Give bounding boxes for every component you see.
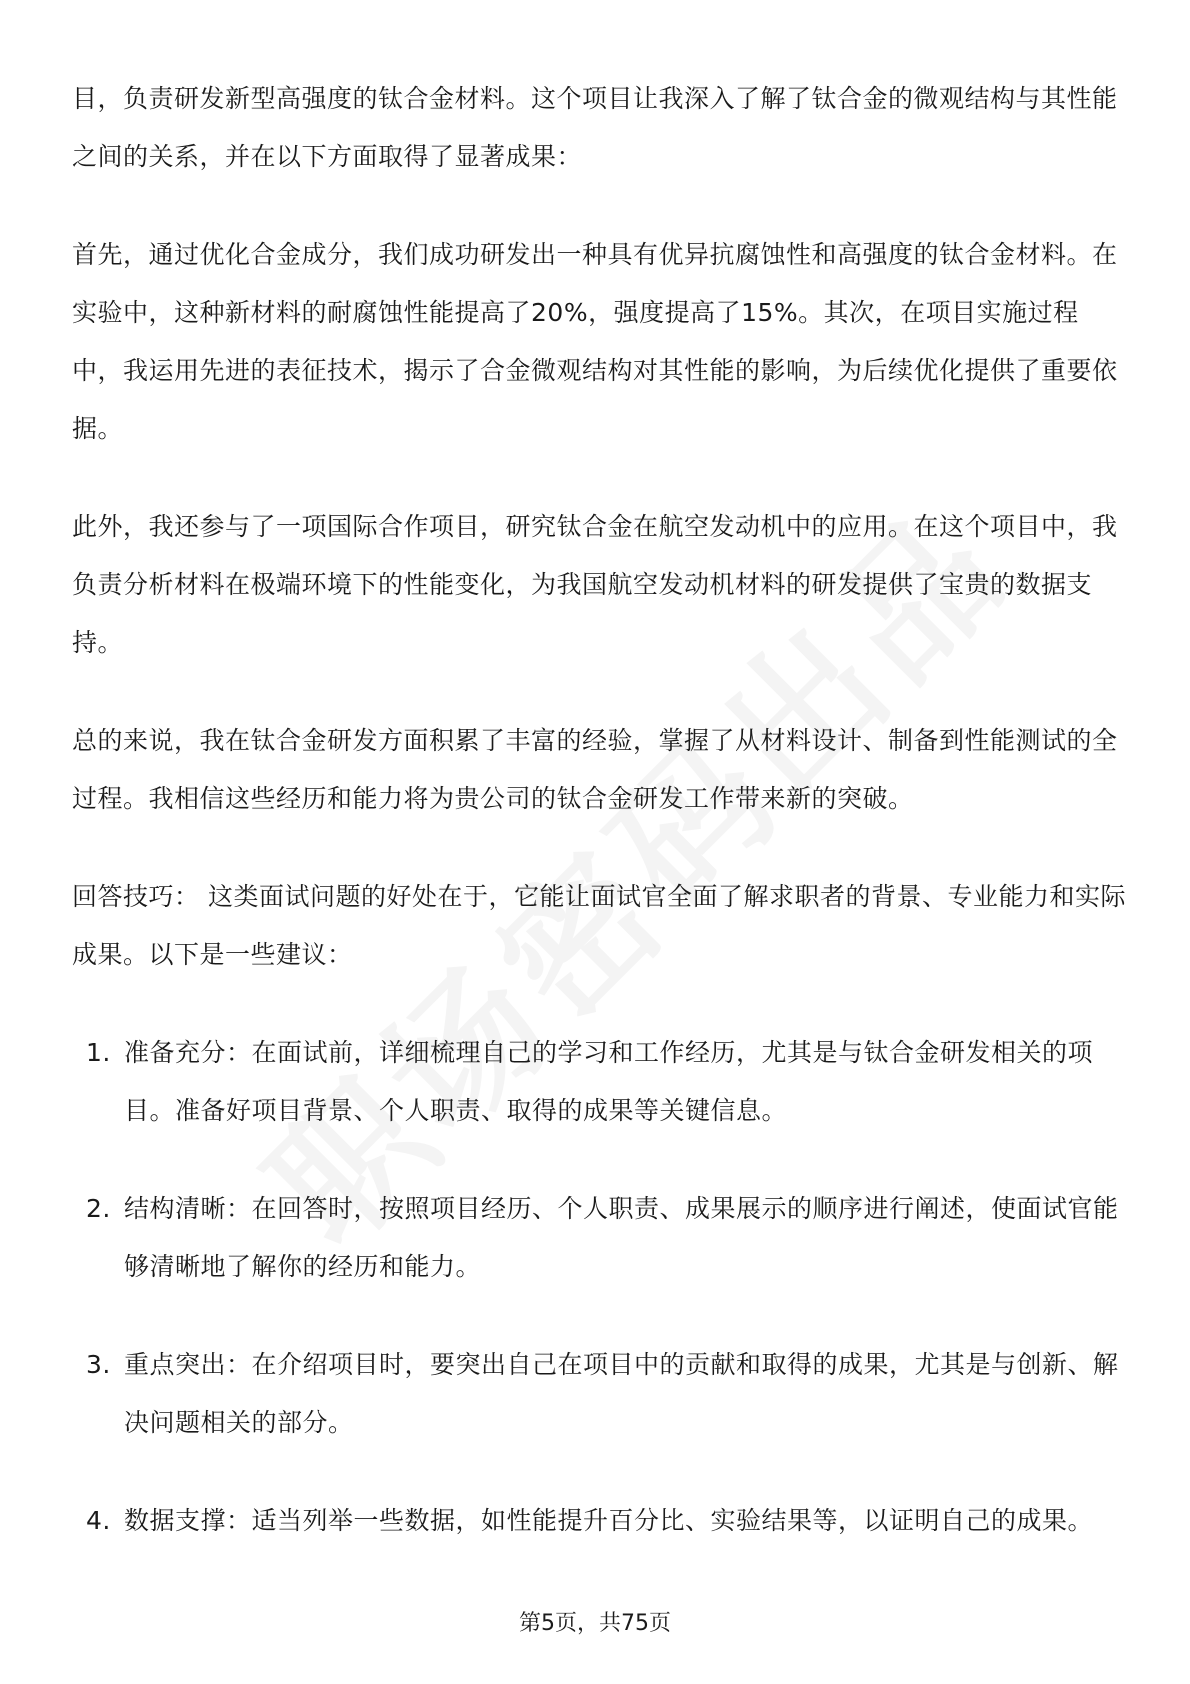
list-item-text: 数据支撑：适当列举一些数据，如性能提升百分比、实验结果等，以证明自己的成果。 <box>124 1506 1094 1535</box>
paragraph-results: 首先，通过优化合金成分，我们成功研发出一种具有优异抗腐蚀性和高强度的钛合金材料。在实验中，这种新材料的耐腐蚀性能提高了20%，强度提高了15%。其次，在项目实施过程中，我运用先进的表征技术，揭示了合金微观结构对其性能的影响，为后续优化提供了重要依据。 <box>72 240 1118 443</box>
paragraph-project-intro: 目，负责研发新型高强度的钛合金材料。这个项目让我深入了解了钛合金的微观结构与其性能之间的关系，并在以下方面取得了显著成果： <box>72 84 1118 171</box>
list-item-text: 重点突出：在介绍项目时，要突出自己在项目中的贡献和取得的成果，尤其是与创新、解决问题相关的部分。 <box>124 1350 1119 1437</box>
list-item <box>72 1492 1128 1550</box>
paragraph-international-project: 此外，我还参与了一项国际合作项目，研究钛合金在航空发动机中的应用。在这个项目中，我负责分析材料在极端环境下的性能变化，为我国航空发动机材料的研发提供了宝贵的数据支持。 <box>72 512 1118 657</box>
list-item-text: 结构清晰：在回答时，按照项目经历、个人职责、成果展示的顺序进行阐述，使面试官能够清晰地了解你的经历和能力。 <box>124 1194 1119 1281</box>
tips-list <box>72 1024 1128 1550</box>
document-body <box>72 70 1128 1590</box>
paragraph-summary: 总的来说，我在钛合金研发方面积累了丰富的经验，掌握了从材料设计、制备到性能测试的全过程。我相信这些经历和能力将为贵公司的钛合金研发工作带来新的突破。 <box>72 726 1118 813</box>
list-item-number: 4. <box>86 1506 111 1535</box>
list-item <box>72 1336 1128 1452</box>
list-item-number: 3. <box>86 1350 111 1379</box>
page-number-footer: 第5页，共75页 <box>519 1611 671 1636</box>
list-item-number: 2. <box>86 1194 111 1223</box>
list-item-text: 准备充分：在面试前，详细梳理自己的学习和工作经历，尤其是与钛合金研发相关的项目。准备好项目背景、个人职责、取得的成果等关键信息。 <box>124 1038 1094 1125</box>
paragraph-answer-tips: 回答技巧： 这类面试问题的好处在于，它能让面试官全面了解求职者的背景、专业能力和实际成果。以下是一些建议： <box>72 882 1126 969</box>
list-item <box>72 1180 1128 1296</box>
list-item-number: 1. <box>86 1038 111 1067</box>
list-item <box>72 1024 1128 1140</box>
